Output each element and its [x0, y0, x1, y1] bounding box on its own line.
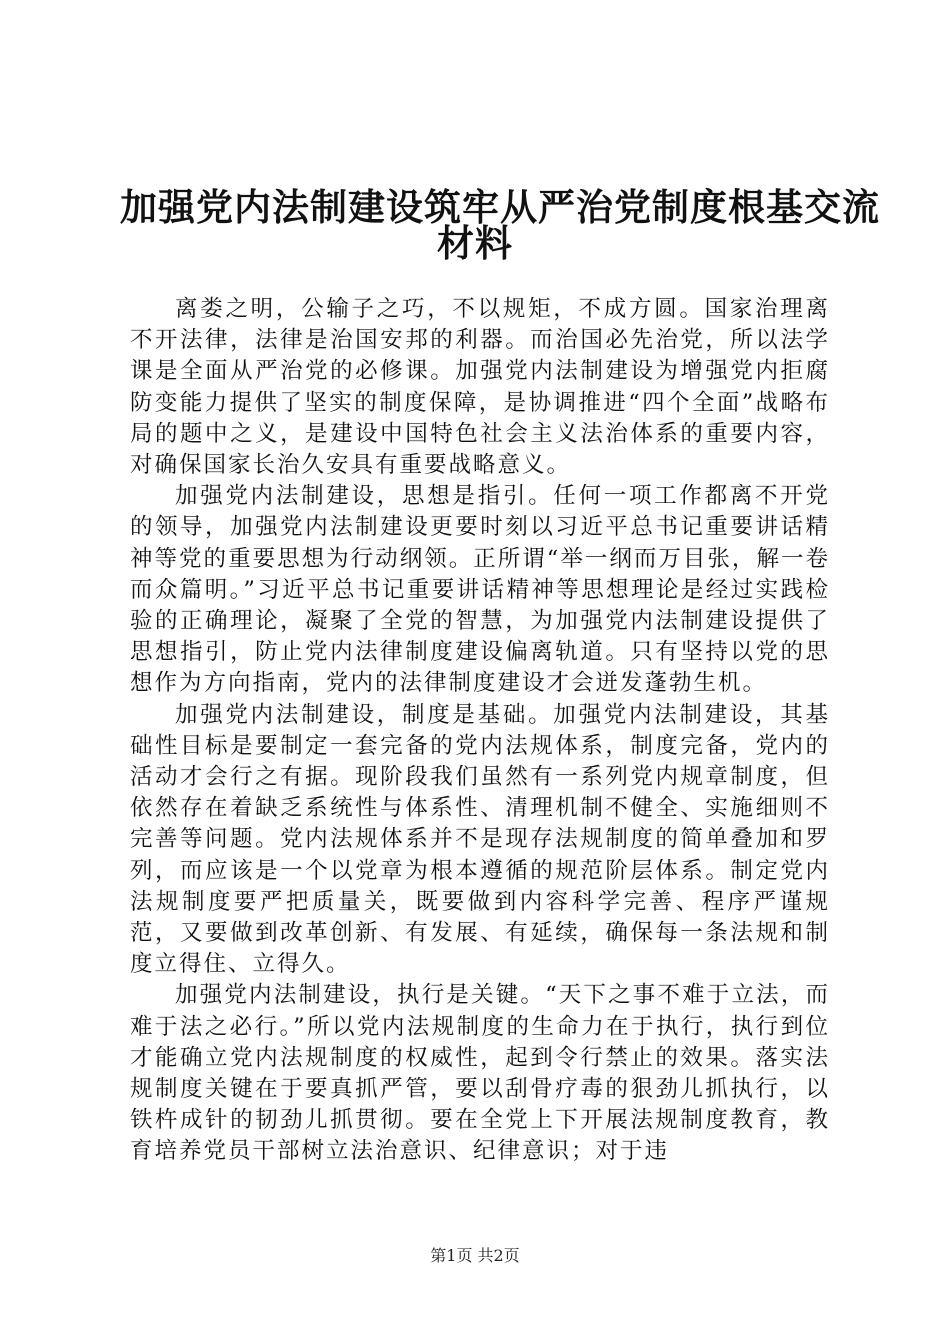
document-title-line-1: 加强党内法制建设筑牢从严治党制度根基交流 — [120, 185, 880, 229]
document-body — [130, 294, 830, 1168]
paragraph-4: 加强党内法制建设，执行是关键。“天下之事不难于立法，而难于法之必行。”所以党内法规制度的生命力在于执行，执行到位才能确立党内法规制度的权威性，起到令行禁止的效果。落实法规制度关键在于要真抓严管，要以刮骨疗毒的狠劲儿抓执行，以铁杵成针的韧劲儿抓贯彻。要在全党上下开展法规制度教育，教育培养党员干部树立法治意识、纪律意识；对于违 — [130, 982, 830, 1165]
paragraph-1: 离娄之明，公输子之巧，不以规矩，不成方圆。国家治理离不开法律，法律是治国安邦的利器。而治国必先治党，所以法学课是全面从严治党的必修课。加强党内法制建设为增强党内拒腐防变能力提供了坚实的制度保障，是协调推进“四个全面”战略布局的题中之义，是建设中国特色社会主义法治体系的重要内容，对确保国家长治久安具有重要战略意义。 — [130, 296, 830, 479]
paragraph-2: 加强党内法制建设，思想是指引。任何一项工作都离不开党的领导，加强党内法制建设更要时刻以习近平总书记重要讲话精神等党的重要思想为行动纲领。正所谓“举一纲而万目张，解一卷而众篇明。”习近平总书记重要讲话精神等思想理论是经过实践检验的正确理论，凝聚了全党的智慧，为加强党内法制建设提供了思想指引，防止党内法律制度建设偏离轨道。只有坚持以党的思想作为方向指南，党内的法律制度建设才会迸发蓬勃生机。 — [130, 483, 830, 697]
paragraph-3: 加强党内法制建设，制度是基础。加强党内法制建设，其基础性目标是要制定一套完备的党内法规体系，制度完备，党内的活动才会行之有据。现阶段我们虽然有一系列党内规章制度，但依然存在着缺乏系统性与体系性、清理机制不健全、实施细则不完善等问题。党内法规体系并不是现存法规制度的简单叠加和罗列，而应该是一个以党章为根本遵循的规范阶层体系。制定党内法规制度要严把质量关，既要做到内容科学完善、程序严谨规范，又要做到改革创新、有发展、有延续，确保每一条法规和制度立得住、立得久。 — [130, 701, 830, 978]
page-footer: 第1页 共2页 — [430, 1246, 520, 1265]
document-title-line-2: 材料 — [437, 221, 513, 265]
